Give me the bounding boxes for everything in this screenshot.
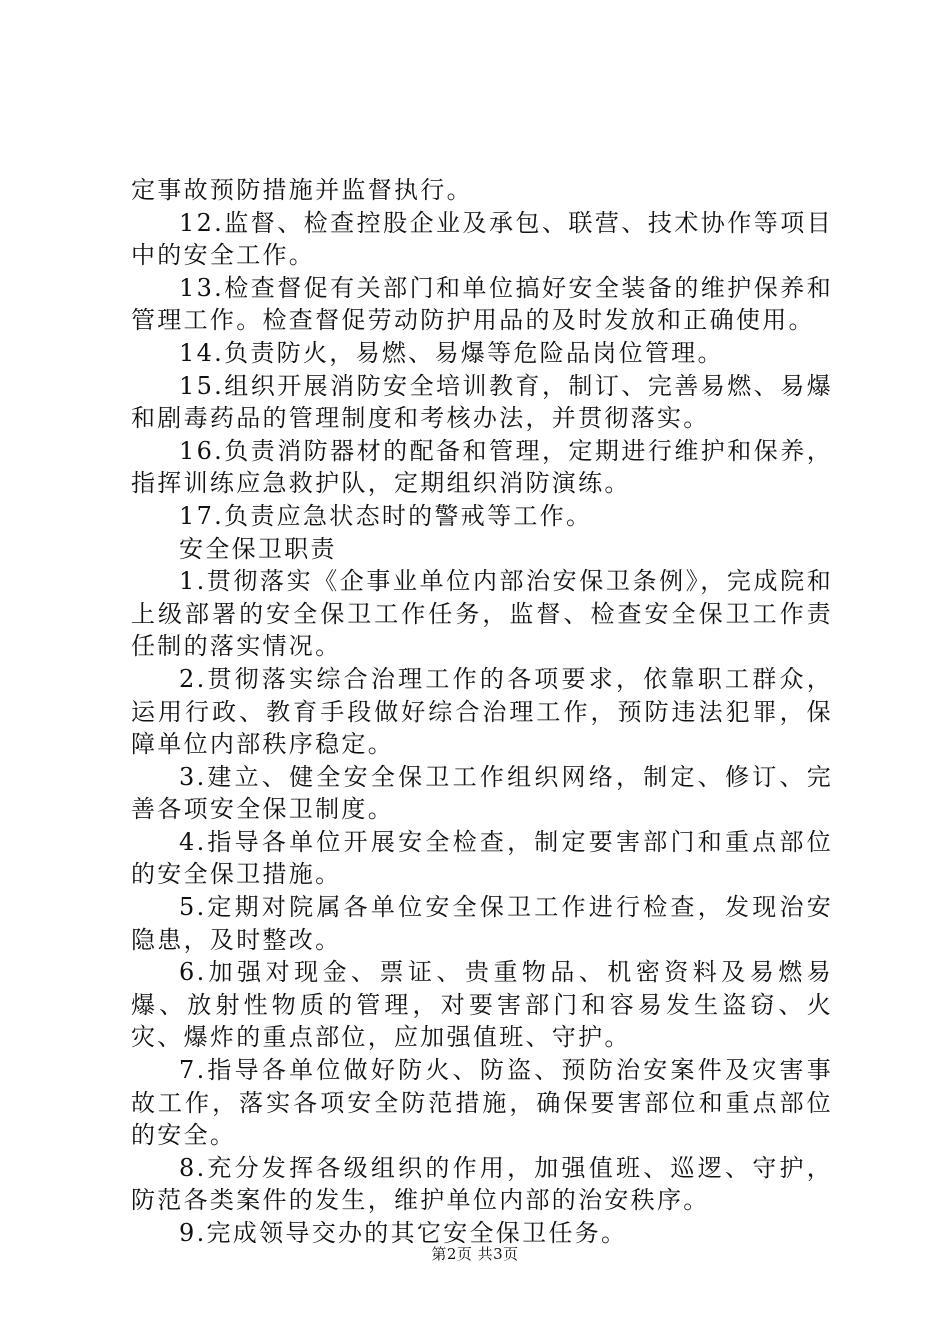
paragraph-item-5: 5.定期对院属各单位安全保卫工作进行检查，发现治安隐患，及时整改。 xyxy=(131,893,833,954)
paragraph-item-16: 16.负责消防器材的配备和管理，定期进行维护和保养，指挥训练应急救护队，定期组织消防演练。 xyxy=(131,436,833,498)
paragraph-item-7: 7.指导各单位做好防火、防盗、预防治安案件及灾害事故工作，落实各项安全防范措施，确保要害部位和重点部位的安全。 xyxy=(131,1056,833,1150)
paragraph-item-3: 3.建立、健全安全保卫工作组织网络，制定、修订、完善各项安全保卫制度。 xyxy=(131,762,833,824)
paragraph-item-14: 14.负责防火，易燃、易爆等危险品岗位管理。 xyxy=(179,338,724,367)
paragraph-item-15: 15.组织开展消防安全培训教育，制订、完善易燃、易爆和剧毒药品的管理制度和考核办法，并贯彻落实。 xyxy=(131,371,833,433)
paragraph-item-2: 2.贯彻落实综合治理工作的各项要求，依靠职工群众，运用行政、教育手段做好综合治理工作，预防违法犯罪，保障单位内部秩序稳定。 xyxy=(131,664,833,759)
document-body xyxy=(131,174,833,1250)
paragraph-item-13: 13.检查督促有关部门和单位搞好安全装备的维护保养和管理工作。检查督促劳动防护用品的及时发放和正确使用。 xyxy=(131,273,833,335)
section-heading: 安全保卫职责 xyxy=(179,534,337,563)
paragraph-item-17: 17.负责应急状态时的警戒等工作。 xyxy=(179,501,593,530)
paragraph-item-6: 6.加强对现金、票证、贵重物品、机密资料及易燃易爆、放射性物质的管理，对要害部门和容易发生盗窃、火灾、爆炸的重点部位，应加强值班、守护。 xyxy=(131,958,833,1052)
page-footer: 第2页 共3页 xyxy=(431,1245,519,1263)
paragraph-item-8: 8.充分发挥各级组织的作用，加强值班、巡逻、守护，防范各类案件的发生，维护单位内部的治安秩序。 xyxy=(131,1153,833,1215)
paragraph-item-12: 12.监督、检查控股企业及承包、联营、技术协作等项目中的安全工作。 xyxy=(131,208,833,270)
paragraph-continuation: 定事故预防措施并监督执行。 xyxy=(131,176,473,204)
paragraph-item-9: 9.完成领导交办的其它安全保卫任务。 xyxy=(179,1219,628,1247)
paragraph-item-4: 4.指导各单位开展安全检查，制定要害部门和重点部位的安全保卫措施。 xyxy=(131,827,833,889)
paragraph-item-1: 1.贯彻落实《企事业单位内部治安保卫条例》，完成院和上级部署的安全保卫工作任务，监督、检查安全保卫工作责任制的落实情况。 xyxy=(131,567,833,661)
